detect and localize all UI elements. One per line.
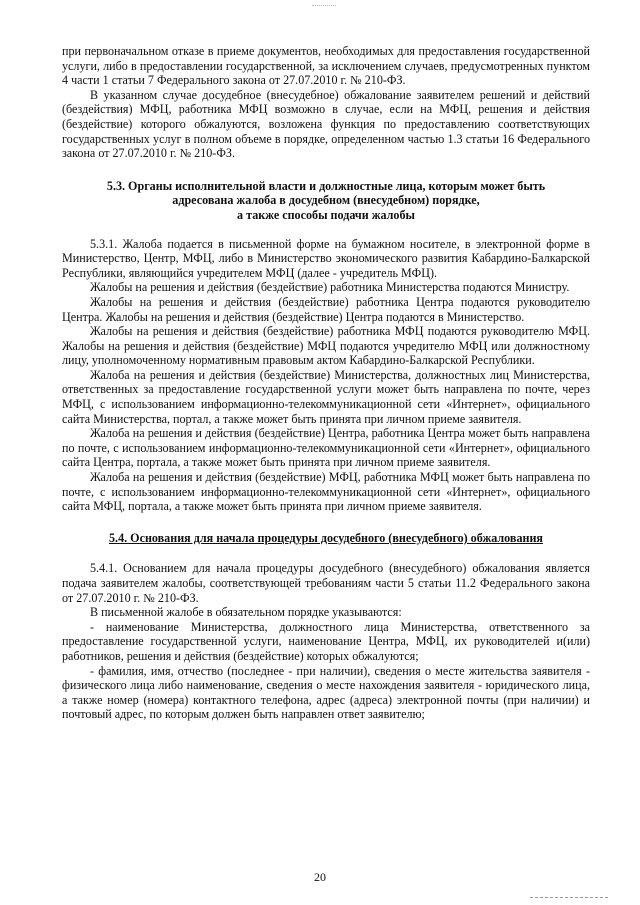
scan-artifact-top <box>312 5 336 6</box>
section-5-3-heading-line1: 5.3. Органы исполнительной власти и должностные лица, которым может быть <box>106 178 546 193</box>
paragraph-5-3-center-channels: Жалоба на решения и действия (бездействие) Центра, работника Центра может быть направлена по почте, с использованием информационно-телекоммуникационной сети «Интернет», официального сайта Центра, портала, а также может быть принята при личном приеме заявителя. <box>62 426 590 470</box>
paragraph-5-3-mfc-channels: Жалоба на решения и действия (бездействие) МФЦ, работника МФЦ может быть направлена по почте, с использованием информационно-телекоммуникационной сети «Интернет», официального сайта МФЦ, портала, а также может быть принята при личном приеме заявителя. <box>62 470 590 514</box>
paragraph-top-1: при первоначальном отказе в приеме документов, необходимых для предоставления государственной услуги, либо в предоставлении государственной, за исключением случаев, предусмотренных пунктом 4 части 1 статьи 7 Федерального закона от 27.07.2010 г. № 210-ФЗ. <box>62 44 590 88</box>
paragraph-5-3-mfc-complaints: Жалобы на решения и действия (бездействие) работника МФЦ подаются руководителю МФЦ. Жалобы на решения и действия (бездействие) МФЦ подаются учредителю МФЦ или должностному лицу, уполномоченному нормативным правовым актом Кабардино-Балкарской Республики. <box>62 324 590 368</box>
paragraph-5-4-required-intro: В письменной жалобе в обязательном порядке указываются: <box>90 605 402 620</box>
section-5-4-heading-text: 5.4. Основания для начала процедуры досудебного (внесудебного) обжалования <box>109 530 543 545</box>
page-number: 20 <box>314 870 326 884</box>
paragraph-5-3-1: 5.3.1. Жалоба подается в письменной форме на бумажном носителе, в электронной форме в Министерство, Центр, МФЦ, либо в Министерство экономического развития Кабардино-Балкарской Республики, являющийся учредителем МФЦ (далее - учредитель МФЦ). <box>62 236 590 280</box>
paragraph-5-3-ministry-complaints: Жалобы на решения и действия (бездействие) работника Министерства подаются Министру. <box>90 280 570 295</box>
section-5-3-heading-line3: а также способы подачи жалобы <box>237 207 415 222</box>
document-page <box>62 44 590 722</box>
list-item-organization-name: - наименование Министерства, должностного лица Министерства, ответственного за предоставление государственной услуги, наименование Центра, МФЦ, их руководителей и(или) работников, решения и действия (бездействие) которых обжалуются; <box>62 619 590 663</box>
section-5-4-heading <box>62 531 590 546</box>
list-item-applicant-details: - фамилия, имя, отчество (последнее - при наличии), сведения о месте жительства заявителя - физического лица либо наименование, сведения о месте нахождения заявителя - юридического лица, а также номер (номера) контактного телефона, адрес (адреса) электронной почты (при наличии) и почтовый адрес, по которым должен быть направлен ответ заявителю; <box>62 663 590 722</box>
paragraph-5-3-center-complaints: Жалобы на решения и действия (бездействие) работника Центра подаются руководителю Центра. Жалобы на решения и действия (бездействие) Центра подаются в Министерство. <box>62 294 590 324</box>
paragraph-5-3-ministry-channels: Жалоба на решения и действия (бездействие) Министерства, должностных лиц Министерства, ответственных за предоставление государственной услуги может быть направлена по почте, через МФЦ, с использованием информационно-телекоммуникационной сети «Интернет», официального сайта Министерства, портал, а также может быть принята при личном приеме заявителя. <box>62 367 590 426</box>
section-5-3-heading <box>62 179 590 223</box>
paragraph-top-2: В указанном случае досудебное (внесудебное) обжалование заявителем решений и действий (бездействия) МФЦ, работника МФЦ возможно в случае, если на МФЦ, решения и действия (бездействие) которого обжалуются, возложена функция по предоставлению соответствующих государственных услуг в полном объеме в порядке, определенном частью 1.3 статьи 16 Федерального закона от 27.07.2010 г. № 210-ФЗ. <box>62 87 590 161</box>
scan-artifact-bottom <box>530 897 608 898</box>
paragraph-5-4-1: 5.4.1. Основанием для начала процедуры досудебного (внесудебного) обжалования является подача заявителем жалобы, соответствующей требованиям части 5 статьи 11.2 Федерального закона от 27.07.2010 г. № 210-ФЗ. <box>62 561 590 605</box>
section-5-3-heading-line2: адресована жалоба в досудебном (внесудебном) порядке, <box>172 193 480 208</box>
